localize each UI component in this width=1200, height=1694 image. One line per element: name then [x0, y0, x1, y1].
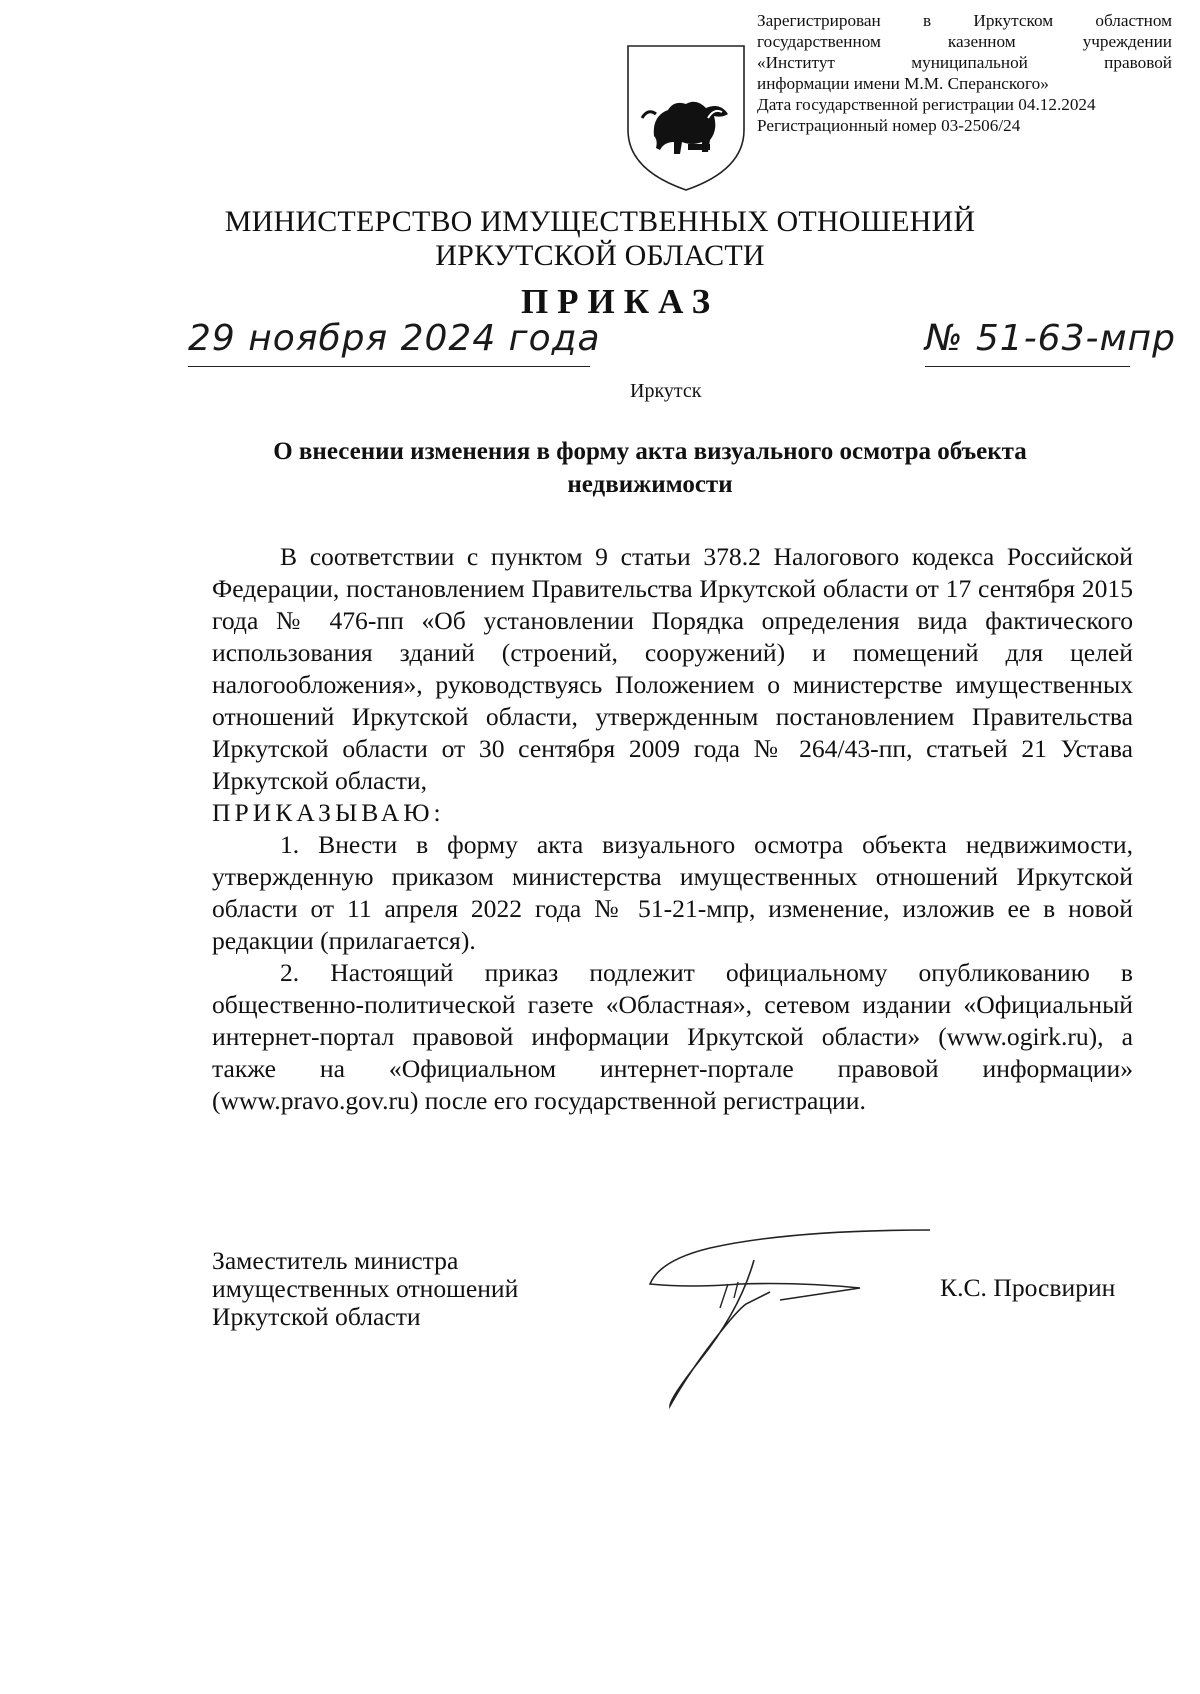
subject-line: О внесении изменения в форму акта визуального осмотра объекта	[273, 438, 1027, 465]
signer-position-line: Заместитель министра	[212, 1246, 459, 1275]
subject-line: недвижимости	[567, 471, 733, 498]
order-word: ПРИКАЗЫВАЮ:	[212, 798, 445, 827]
registration-line: «Институт муниципальной правовой	[757, 53, 1172, 72]
order-item-2: 2. Настоящий приказ подлежит официальному опубликованию в общественно-политической газете «Областная», сетевом издании «Официальный интернет-портал правовой информации Иркутской области» (www.ogirk.ru), а также на «Официальном интернет-портале правовой информации» (www.pravo.gov.ru) после его государственной регистрации.	[212, 958, 1133, 1115]
coat-of-arms-icon	[624, 44, 748, 194]
ministry-name-line2: ИРКУТСКОЙ ОБЛАСТИ	[435, 239, 765, 272]
registration-stamp	[757, 10, 1172, 136]
registration-line: государственном казенном учреждении	[757, 32, 1172, 51]
number-underline	[925, 366, 1130, 367]
document-body	[212, 541, 1133, 1117]
handwritten-signature	[630, 1220, 950, 1420]
registration-line: Зарегистрирован в Иркутском областном	[757, 11, 1172, 30]
signer-position-line: Иркутской области	[212, 1302, 421, 1331]
document-subject	[200, 435, 1100, 501]
handwritten-number: № 51-63-мпр	[925, 318, 1177, 359]
order-item-1: 1. Внести в форму акта визуального осмотра объекта недвижимости, утвержденную приказом министерства имущественных отношений Иркутской области от 11 апреля 2022 года № 51-21-мпр, изменение, изложив ее в новой редакции (прилагается).	[212, 830, 1133, 955]
signer-name: К.С. Просвирин	[940, 1273, 1116, 1302]
signer-position	[212, 1247, 518, 1331]
signer-position-line: имущественных отношений	[212, 1274, 519, 1303]
date-underline	[188, 366, 590, 367]
registration-number: Регистрационный номер 03-2506/24	[757, 116, 1021, 135]
handwritten-date: 29 ноября 2024 года	[188, 318, 601, 359]
preamble-paragraph: В соответствии с пунктом 9 статьи 378.2 Налогового кодекса Российской Федерации, постановлением Правительства Иркутской области от 17 сентября 2015 года № 476-пп «Об установлении Порядка определения вида фактического использования зданий (строений, сооружений) и помещений для целей налогообложения», руководствуясь Положением о министерстве имущественных отношений Иркутской области, утвержденным постановлением Правительства Иркутской области от 30 сентября 2009 года № 264/43-пп, статьей 21 Устава Иркутской области,	[212, 542, 1133, 795]
city: Иркутск	[630, 380, 702, 402]
ministry-name-line1: МИНИСТЕРСТВО ИМУЩЕСТВЕННЫХ ОТНОШЕНИЙ	[224, 205, 976, 238]
registration-date: Дата государственной регистрации 04.12.2024	[757, 95, 1096, 114]
registration-line: информации имени М.М. Сперанского»	[757, 74, 1049, 93]
document-type-title: ПРИКАЗ	[520, 282, 720, 321]
